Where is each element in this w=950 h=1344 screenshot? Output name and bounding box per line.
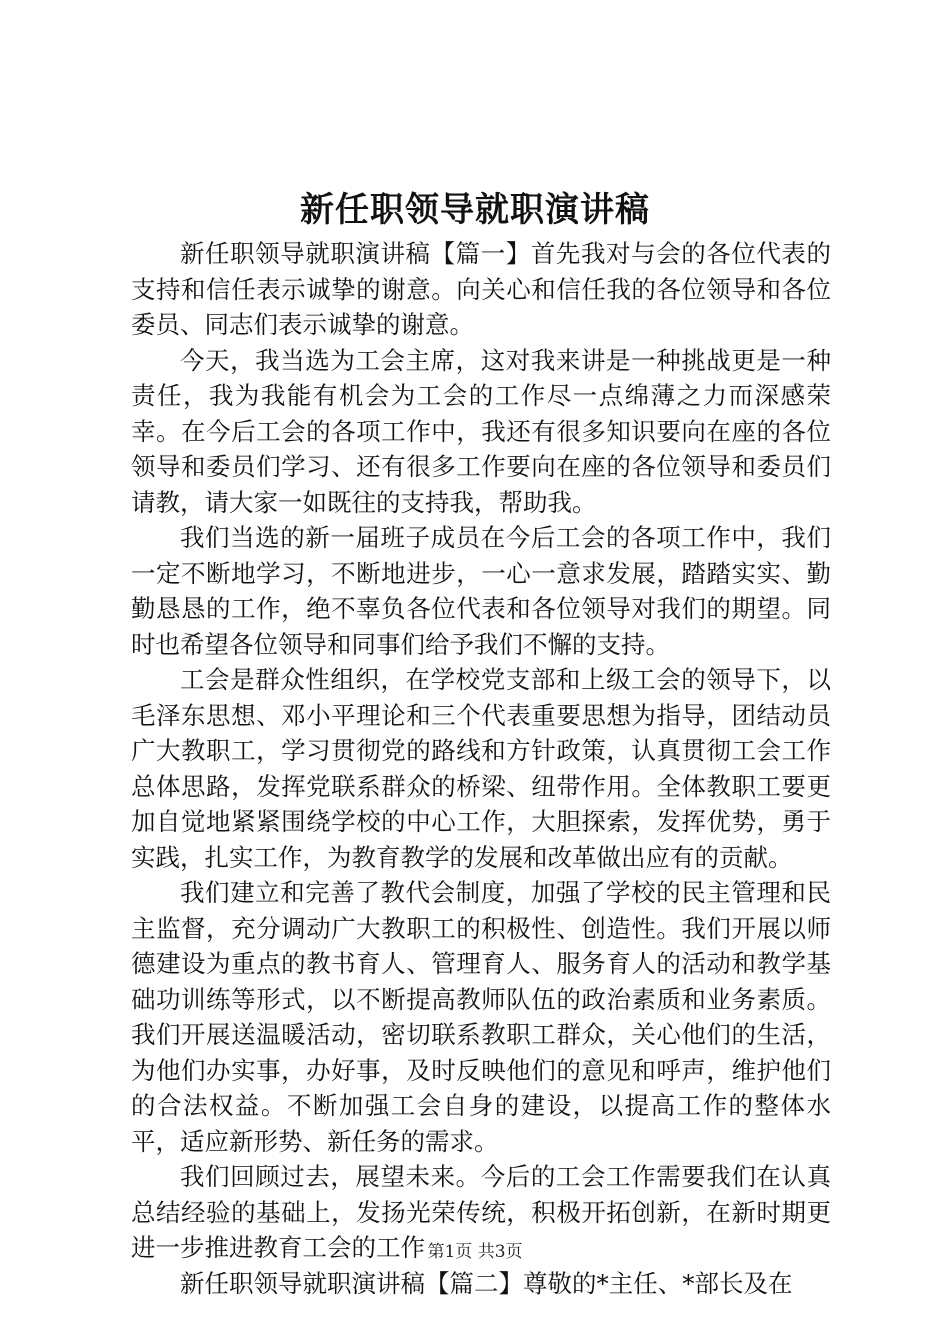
paragraph: 工会是群众性组织，在学校党支部和上级工会的领导下，以毛泽东思想、邓小平理论和三个代表重要思想为指导，团结动员广大教职工，学习贯彻党的路线和方针政策，认真贯彻工会工作总体思路，发挥党联系群众的桥梁、纽带作用。全体教职工要更加自觉地紧紧围绕学校的中心工作，大胆探索，发挥优势，勇于实践，扎实工作，为教育教学的发展和改革做出应有的贡献。 bbox=[131, 665, 831, 872]
paragraph: 新任职领导就职演讲稿【篇二】尊敬的*主任、*部长及在 bbox=[180, 1268, 793, 1298]
document-title: 新任职领导就职演讲稿 bbox=[300, 190, 650, 230]
paragraph: 我们建立和完善了教代会制度，加强了学校的民主管理和民主监督，充分调动广大教职工的积极性、创造性。我们开展以师德建设为重点的教书育人、管理育人、服务育人的活动和教学基础功训练等形式，以不断提高教师队伍的政治素质和业务素质。我们开展送温暖活动，密切联系教职工群众，关心他们的生活，为他们办实事，办好事，及时反映他们的意见和呼声，维护他们的合法权益。不断加强工会自身的建设，以提高工作的整体水平，适应新形势、新任务的需求。 bbox=[131, 878, 831, 1156]
paragraph: 我们回顾过去，展望未来。今后的工会工作需要我们在认真总结经验的基础上，发扬光荣传统，积极开拓创新，在新时期更进一步推进教育工会的工作 bbox=[131, 1162, 831, 1262]
page-footer: 第1页 共3页 bbox=[427, 1242, 523, 1262]
paragraph: 我们当选的新一届班子成员在今后工会的各项工作中，我们一定不断地学习，不断地进步，一心一意求发展，踏踏实实、勤勤恳恳的工作，绝不辜负各位代表和各位领导对我们的期望。同时也希望各位领导和同事们给予我们不懈的支持。 bbox=[131, 523, 831, 659]
document-body bbox=[131, 236, 831, 1301]
paragraph: 今天，我当选为工会主席，这对我来讲是一种挑战更是一种责任，我为我能有机会为工会的工作尽一点绵薄之力而深感荣幸。在今后工会的各项工作中，我还有很多知识要向在座的各位领导和委员们学习、还有很多工作要向在座的各位领导和委员们请教，请大家一如既往的支持我，帮助我。 bbox=[131, 345, 831, 517]
paragraph: 新任职领导就职演讲稿【篇一】首先我对与会的各位代表的支持和信任表示诚挚的谢意。向关心和信任我的各位领导和各位委员、同志们表示诚挚的谢意。 bbox=[131, 239, 831, 339]
